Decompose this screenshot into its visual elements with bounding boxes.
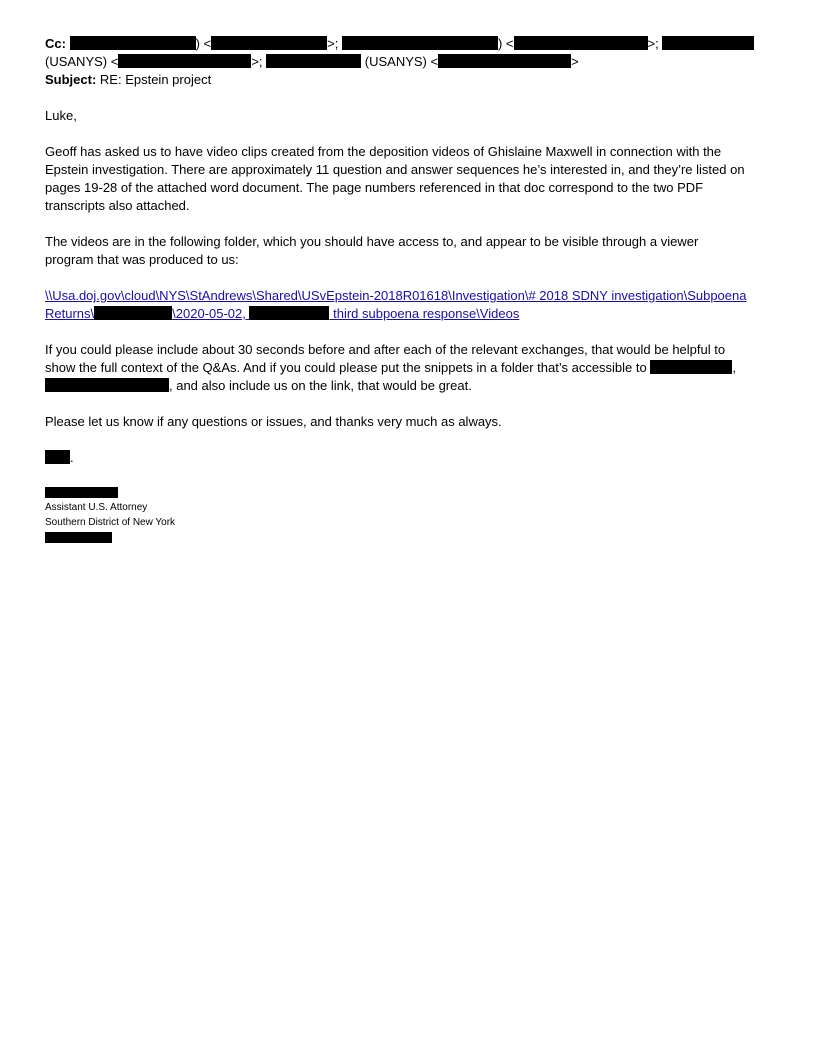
cc-text: ) < [195,36,212,51]
cc-text: (USANYS) < [45,54,119,69]
cc-text: >; [327,36,342,51]
paragraph-line: pages 19-28 of the attached word document. The page numbers referenced in that doc correspond to the two PDF [45,180,704,195]
paragraph-line [45,359,773,377]
paragraph-text: show the full context of the Q&As. And if you could please put the snippets in a folder that’s accessible to [45,360,651,375]
cc-line-continued [45,53,773,71]
signature-title: Assistant U.S. Attorney [45,502,148,513]
greeting: Luke, [45,108,77,123]
redaction-block [45,378,169,392]
paragraph-line: Geoff has asked us to have video clips created from the deposition videos of Ghislaine Maxwell in connection with the [45,144,722,159]
redaction-block [118,54,251,68]
signature-office: Southern District of New York [45,517,176,528]
redaction-block [45,532,112,543]
signature-block [45,487,773,543]
cc-text: >; [251,54,267,69]
redaction-block [45,487,118,498]
paragraph-line: Epstein investigation. There are approximately 11 question and answer sequences he’s interested in, and they’re listed on [45,162,745,177]
folder-link-text[interactable]: \2020-05-02, [172,306,250,321]
redaction-block [70,36,196,50]
paragraph-text: , and also include us on the link, that would be great. [169,378,472,393]
redaction-block [650,360,732,374]
paragraph-text: , [732,360,736,375]
redaction-block [45,450,70,464]
signoff [45,449,773,467]
cc-text: > [571,54,579,69]
cc-line [45,35,773,53]
paragraph-line: Please let us know if any questions or issues, and thanks very much as always. [45,414,502,429]
folder-link-text[interactable]: Returns\ [45,306,95,321]
redaction-block [438,54,571,68]
paragraph-line: transcripts also attached. [45,198,190,213]
redaction-block [94,306,172,320]
paragraph-line: If you could please include about 30 seconds before and after each of the relevant exchanges, that would be helpful to [45,342,726,357]
paragraph-line: program that was produced to us: [45,252,239,267]
folder-link-text[interactable]: \\Usa.doj.gov\cloud\NYS\StAndrews\Shared\USvEpstein-2018R01618\Investigation\# 2018 SDNY investigation\Subpoena [45,288,747,303]
email-page [45,35,773,545]
cc-text: ) < [497,36,514,51]
redaction-block [514,36,648,50]
redaction-block [662,36,754,50]
paragraph-line: The videos are in the following folder, which you should have access to, and appear to be visible through a viewer [45,234,699,249]
folder-link-text[interactable]: third subpoena response\Videos [329,306,520,321]
folder-link-continued[interactable] [45,305,773,323]
subject-line [45,71,773,89]
subject-value: RE: Epstein project [96,72,212,87]
redaction-block [249,306,329,320]
redaction-block [342,36,498,50]
paragraph-line [45,377,773,395]
cc-text: (USANYS) < [361,54,439,69]
cc-label: Cc: [45,36,66,51]
redaction-block [211,36,327,50]
subject-label: Subject: [45,72,97,87]
redaction-block [266,54,361,68]
cc-text: >; [647,36,663,51]
signoff-period: . [70,450,74,465]
folder-link[interactable] [45,287,773,305]
